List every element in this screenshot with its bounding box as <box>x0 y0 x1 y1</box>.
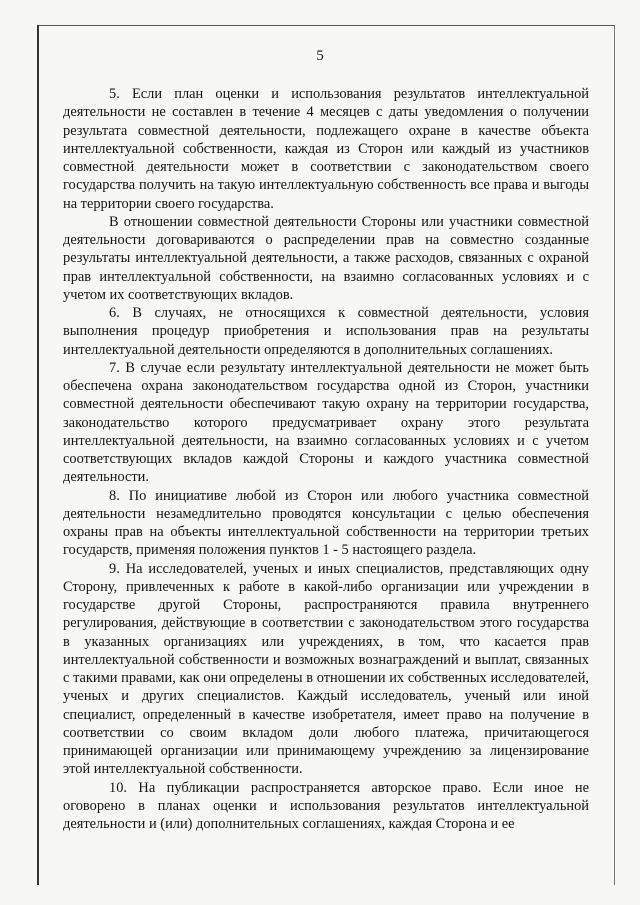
document-body <box>63 85 589 833</box>
paragraph-5: 5. Если план оценки и использования результатов интеллектуальной деятельности не составлен в течение 4 месяцев с даты уведомления о получении результата совместной деятельности, подлежащего охране в качестве объекта интеллектуальной собственности, каждая из Сторон или каждый из участников совместной деятельности может в соответствии с законодательством своего государства получить на такую интеллектуальную собственность все права и выгоды на территории своего государства. <box>63 86 589 212</box>
paragraph-7: 7. В случае если результату интеллектуальной деятельности не может быть обеспечена охрана законодательством государства одной из Сторон, участники совместной деятельности обеспечивают такую охрану на территории государства, законодательство которого предусматривает охрану этого результата интеллектуальной деятельности, на взаимно согласованных условиях и с учетом соответствующих вкладов каждой Стороны и каждого участника совместной деятельности. <box>63 359 589 486</box>
page-number: 5 <box>316 48 324 64</box>
paragraph-9: 9. На исследователей, ученых и иных специалистов, представляющих одну Сторону, привлеченных к работе в какой-либо организации или учреждении в государстве другой Стороны, распространяются правила внутреннего регулирования, действующие в соответствии с законодательством этого государства в указанных организациях или учреждениях, в том, что касается прав интеллектуальной собственности и возможных вознаграждений и выплат, связанных с такими правами, как они определены в отношении их собственных исследователей, ученых и других специалистов. Каждый исследователь, ученый или иной специалист, определенный в качестве изобретателя, имеет право на получение в соответствии со своим вкладом доли любого платежа, причитающегося принимающей организации или принимающему учреждению за лицензирование этой интеллектуальной собственности. <box>63 560 589 778</box>
paragraph-6: 6. В случаях, не относящихся к совместной деятельности, условия выполнения процедур приобретения и использования прав на результаты интеллектуальной деятельности определяются в дополнительных соглашениях. <box>63 305 589 358</box>
paragraph-5-continued: В отношении совместной деятельности Стороны или участники совместной деятельности договариваются о распределении прав на совместно созданные результаты интеллектуальной деятельности, а также расходов, связанных с охраной прав интеллектуальной собственности, на взаимно согласованных условиях и с учетом их соответствующих вкладов. <box>63 213 589 303</box>
paragraph-8: 8. По инициативе любой из Сторон или любого участника совместной деятельности незамедлительно проводятся консультации с целью обеспечения охраны прав на объекты интеллектуальной собственности на территории третьих государств, применяя положения пунктов 1 - 5 настоящего раздела. <box>63 487 589 559</box>
paragraph-10: 10. На публикации распространяется авторское право. Если иное не оговорено в планах оценки и использования результатов интеллектуальной деятельности и (или) дополнительных соглашениях, каждая Сторона и ее <box>63 779 589 832</box>
